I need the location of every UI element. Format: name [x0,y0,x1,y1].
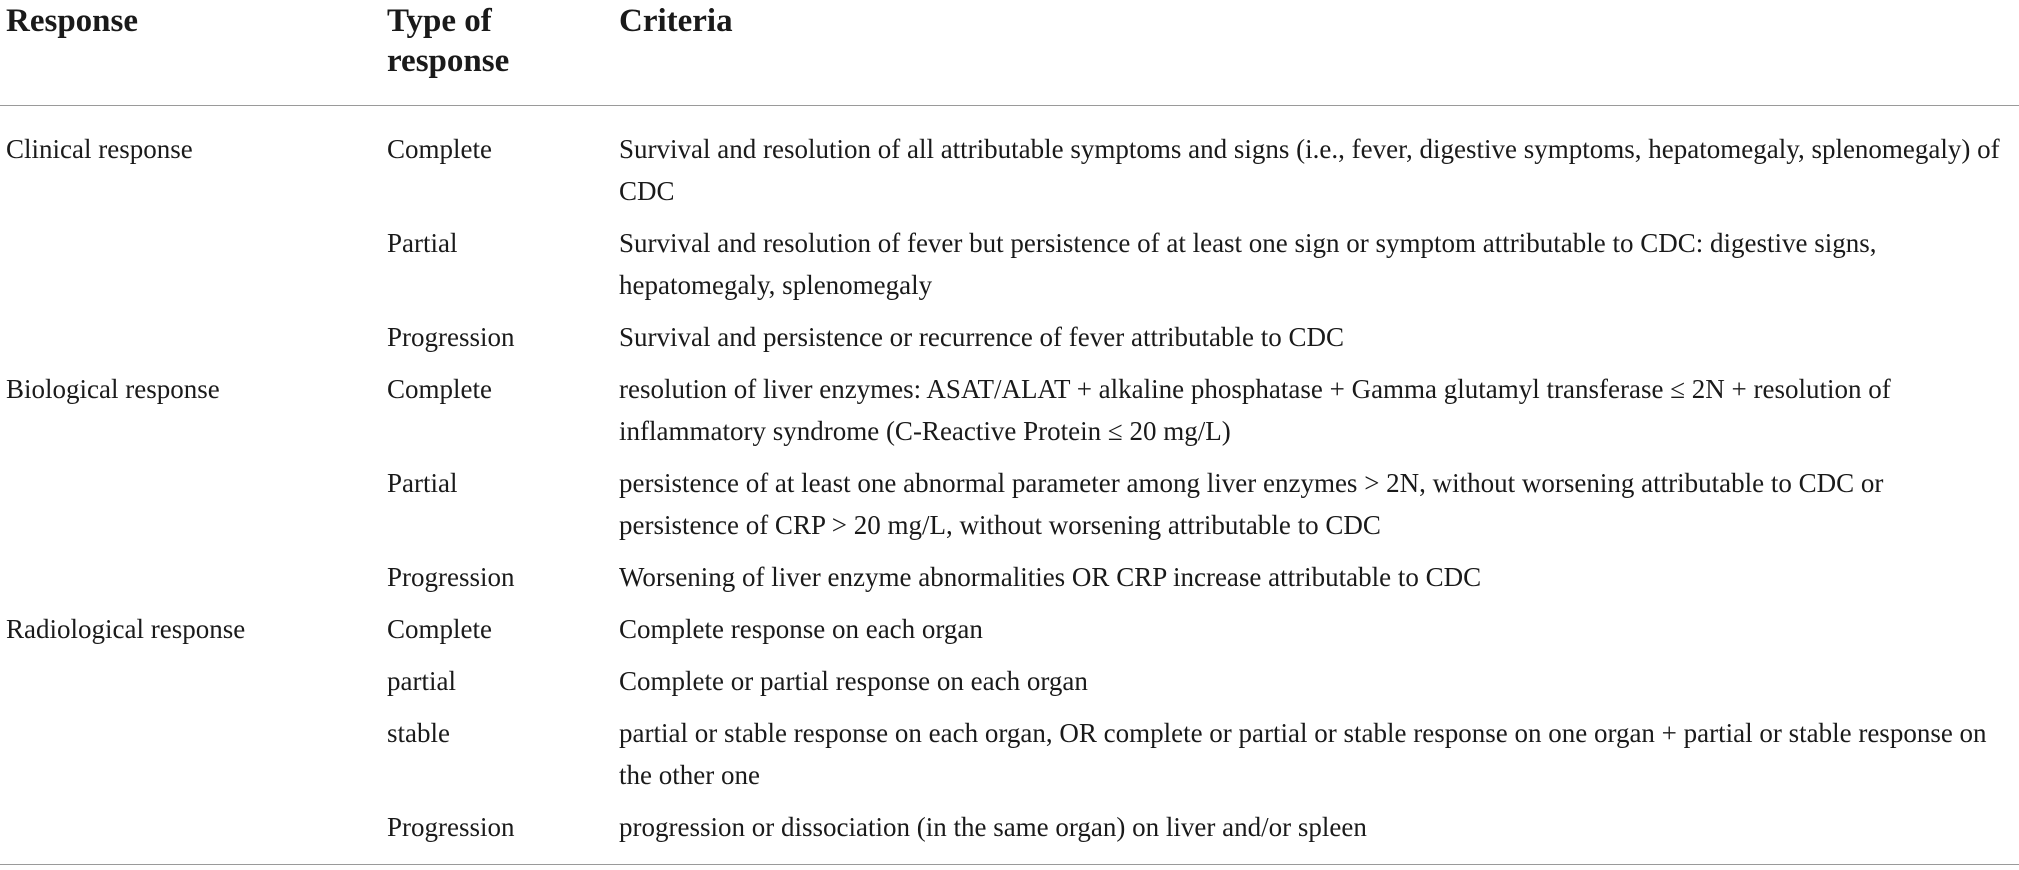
response-cell: Radiological response [6,614,246,644]
criteria-cell: Complete response on each organ [619,614,983,644]
bottom-rule [0,864,2019,865]
criteria-cell: Survival and resolution of all attributable symptoms and signs (i.e., fever, digestive symptoms, hepatomegaly, splenomegaly) of CDC [619,134,2000,206]
type-cell: Partial [387,228,458,258]
criteria-cell: Survival and resolution of fever but persistence of at least one sign or symptom attributable to CDC: digestive signs, hepatomegaly, splenomegaly [619,228,1877,300]
type-cell: stable [387,718,450,748]
type-cell: Complete [387,374,492,404]
table-header [0,0,2019,106]
response-cell: Biological response [6,374,220,404]
criteria-cell: progression or dissociation (in the same organ) on liver and/or spleen [619,812,1367,842]
criteria-cell: partial or stable response on each organ, OR complete or partial or stable response on one organ + partial or stable response on the other one [619,718,1987,790]
type-cell: partial [387,666,456,696]
type-cell: Complete [387,614,492,644]
criteria-cell: resolution of liver enzymes: ASAT/ALAT + alkaline phosphatase + Gamma glutamyl transferase ≤ 2N + resolution of inflammatory syndrome (C-Reactive Protein ≤ 20 mg/L) [619,374,1891,446]
header-type-of-response: Type of response [387,3,510,79]
type-cell: Progression [387,322,515,352]
type-cell: Partial [387,468,458,498]
type-cell: Progression [387,562,515,592]
type-cell: Progression [387,812,515,842]
header-response: Response [6,3,139,39]
criteria-cell: Complete or partial response on each organ [619,666,1088,696]
header-criteria: Criteria [619,3,733,39]
criteria-cell: persistence of at least one abnormal parameter among liver enzymes > 2N, without worsening attributable to CDC or persistence of CRP > 20 mg/L, without worsening attributable to CDC [619,468,1884,540]
type-cell: Complete [387,134,492,164]
criteria-cell: Survival and persistence or recurrence of fever attributable to CDC [619,322,1344,352]
criteria-cell: Worsening of liver enzyme abnormalities OR CRP increase attributable to CDC [619,562,1482,592]
response-cell: Clinical response [6,134,193,164]
